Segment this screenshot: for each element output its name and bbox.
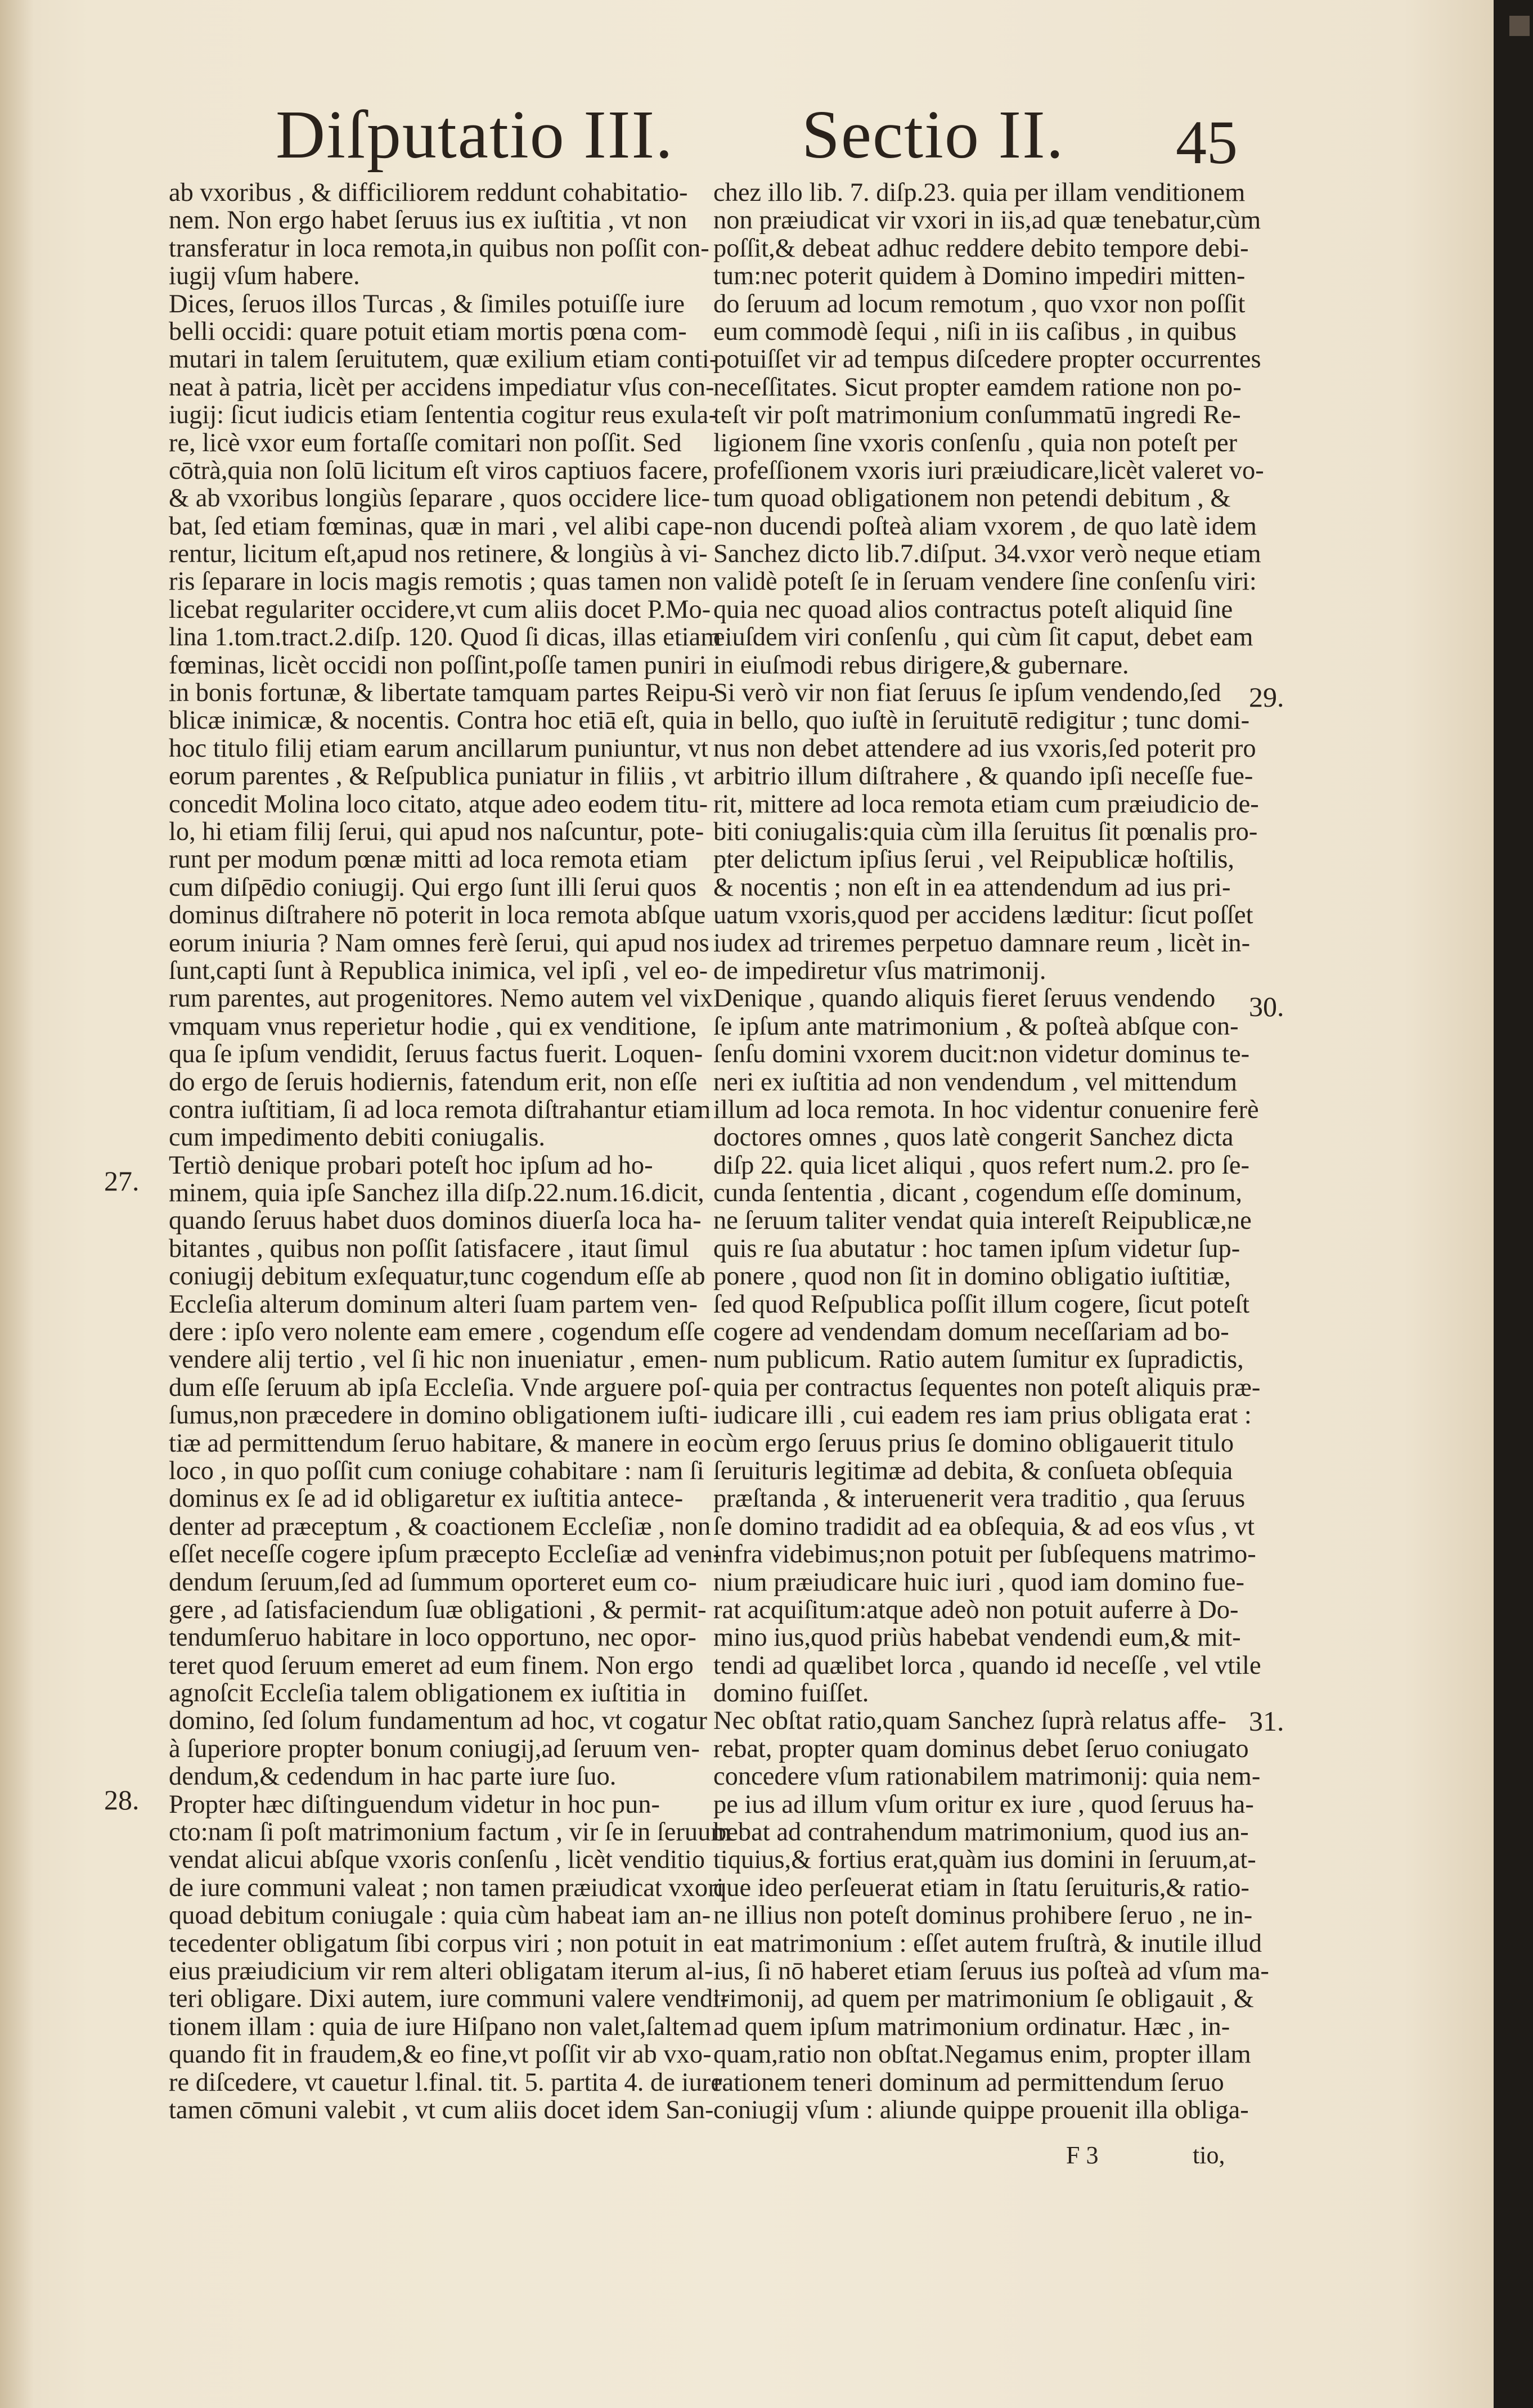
right-column-line: non præiudicat vir vxori in iis,ad quæ tenebatur,cùm bbox=[713, 206, 1261, 235]
left-column-line: cōtrà,quia non ſolū licitum eſt viros captiuos facere, bbox=[169, 456, 709, 485]
left-column-line: lina 1.tom.tract.2.diſp. 120. Quod ſi dicas, illas etiam bbox=[169, 623, 721, 652]
right-column-line: ponere , quod non ſit in domino obligatio iuſtitiæ, bbox=[713, 1262, 1231, 1291]
left-column-line: mutari in talem ſeruitutem, quæ exilium etiam conti- bbox=[169, 345, 718, 374]
right-column-line: infra videbimus;non potuit per ſubſequens matrimo- bbox=[713, 1540, 1256, 1569]
right-column-line: Denique , quando aliquis fieret ſeruus vendendo bbox=[713, 984, 1216, 1013]
right-column-line: doctores omnes , quos latè congerit Sanchez dicta bbox=[713, 1123, 1234, 1152]
right-column-line: Nec obſtat ratio,quam Sanchez ſuprà relatus affe- bbox=[713, 1706, 1226, 1736]
left-column-line: bat, ſed etiam fœminas, quæ in mari , vel alibi cape- bbox=[169, 511, 713, 541]
right-column-line: ne ſeruum taliter vendat quia intereſt Reipublicæ,ne bbox=[713, 1206, 1252, 1236]
left-column-line: rentur, licitum eſt,apud nos retinere, & longiùs à vi- bbox=[169, 540, 708, 569]
header-disputatio: Diſputatio III. bbox=[276, 97, 674, 173]
right-column-line: num publicum. Ratio autem ſumitur ex ſupradictis, bbox=[713, 1345, 1244, 1374]
left-column-line: tamen cōmuni valebit , vt cum aliis docet idem San- bbox=[169, 2095, 714, 2124]
right-column-line: profeſſionem vxoris iuri præiudicare,licèt valeret vo- bbox=[713, 456, 1264, 485]
left-column-line: dere : ipſo vero nolente eam emere , cogendum eſſe bbox=[169, 1318, 705, 1347]
left-column-line: quoad debitum coniugale : quia cùm habeat iam an- bbox=[169, 1901, 711, 1930]
left-column-line: bitantes , quibus non poſſit ſatisfacere , itaut ſimul bbox=[169, 1234, 689, 1263]
right-column-line: neri ex iuſtitia ad non vendendum , vel mittendum bbox=[713, 1067, 1238, 1097]
right-column-line: ſenſu domini vxorem ducit:non videtur dominus te- bbox=[713, 1040, 1250, 1069]
left-column-line: runt per modum pœnæ mitti ad loca remota etiam bbox=[169, 845, 688, 874]
right-column-line: tum quoad obligationem non petendi debitum , & bbox=[713, 484, 1231, 513]
left-column-line: coniugij debitum exſequatur,tunc cogendum eſſe ab bbox=[169, 1262, 705, 1291]
left-column-line: re diſcedere, vt cauetur l.final. tit. 5. partita 4. de iure bbox=[169, 2068, 722, 2097]
right-column-line: quia nec quoad alios contractus poteſt aliquid ſine bbox=[713, 595, 1233, 624]
left-column-line: tendumſeruo habitare in loco opportuno, nec opor- bbox=[169, 1623, 696, 1652]
margin-number-28: 28. bbox=[104, 1784, 140, 1816]
right-column-line: ſe ipſum ante matrimonium , & poſteà abſque con- bbox=[713, 1012, 1239, 1041]
right-column-line: in eiuſmodi rebus dirigere,& gubernare. bbox=[713, 650, 1129, 680]
left-column-line: à ſuperiore propter bonum coniugij,ad ſeruum ven- bbox=[169, 1734, 700, 1763]
right-column-line: ligionem ſine vxoris conſenſu , quia non poteſt per bbox=[713, 428, 1238, 457]
left-column-line: ab vxoribus , & difficiliorem reddunt cohabitatio- bbox=[169, 178, 688, 207]
right-column-line: non ducendi poſteà aliam vxorem , de quo latè idem bbox=[713, 511, 1257, 541]
right-column-line: eiuſdem viri conſenſu , qui cùm ſit caput, debet eam bbox=[713, 623, 1253, 652]
scan-corner-tab bbox=[1509, 16, 1530, 36]
left-column-line: tecedenter obligatum ſibi corpus viri ; non potuit in bbox=[169, 1929, 704, 1958]
right-column-line: mino ius,quod priùs habebat vendendi eum,& mit- bbox=[713, 1623, 1241, 1652]
left-column-line: dendum,& cedendum in hac parte iure ſuo. bbox=[169, 1762, 617, 1791]
signature-mark: F 3 bbox=[1066, 2141, 1099, 2169]
left-column-line: Tertiò denique probari poteſt hoc ipſum ad ho- bbox=[169, 1151, 653, 1180]
right-column-line: nium præiudicare huic iuri , quod iam domino fue- bbox=[713, 1567, 1245, 1597]
right-column-line: quam,ratio non obſtat.Negamus enim, propter illam bbox=[713, 2040, 1251, 2069]
left-column-line: quando ſeruus habet duos dominos diuerſa loca ha- bbox=[169, 1206, 702, 1236]
left-column-line: rum parentes, aut progenitores. Nemo autem vel vix bbox=[169, 984, 713, 1013]
page-number: 45 bbox=[1176, 108, 1238, 177]
left-column-line: quando fit in fraudem,& eo fine,vt poſſit vir ab vxo- bbox=[169, 2040, 712, 2069]
right-column-line: domino fuiſſet. bbox=[713, 1679, 869, 1708]
right-column-line: præſtanda , & interuenerit vera traditio , qua ſeruus bbox=[713, 1484, 1246, 1513]
right-column-line: ſed quod Reſpublica poſſit illum cogere, ſicut poteſt bbox=[713, 1290, 1250, 1319]
right-column-line: tiquius,& fortius erat,quàm ius domini in ſeruum,at- bbox=[713, 1845, 1256, 1875]
right-column-line: diſp 22. quia licet aliqui , quos refert num.2. pro ſe- bbox=[713, 1151, 1250, 1180]
right-column-line: concedere vſum rationabilem matrimonij: quia nem- bbox=[713, 1762, 1261, 1791]
right-column-line: rit, mittere ad loca remota etiam cum præiudicio de- bbox=[713, 789, 1259, 819]
right-column-line: tendi ad quælibet lorca , quando id neceſſe , vel vtile bbox=[713, 1651, 1261, 1680]
right-column-line: que ideo perſeuerat etiam in ſtatu ſeruituris,& ratio- bbox=[713, 1873, 1249, 1902]
right-column-line: uatum vxoris,quod per accidens læditur: ſicut poſſet bbox=[713, 901, 1253, 930]
right-column-line: rationem teneri dominum ad permittendum ſeruo bbox=[713, 2068, 1224, 2097]
left-column-line: cum diſpēdio coniugij. Qui ergo ſunt illi ſerui quos bbox=[169, 873, 697, 902]
right-column-line: potuiſſet vir ad tempus diſcedere propter occurrentes bbox=[713, 345, 1261, 374]
left-column-line: blicæ inimicæ, & nocentis. Contra hoc etiā eſt, quia bbox=[169, 706, 707, 735]
left-column-line: belli occidi: quare potuit etiam mortis pœna com- bbox=[169, 317, 687, 346]
left-column-line: iugij: ſicut iudicis etiam ſententia cogitur reus exula- bbox=[169, 401, 717, 430]
left-column-line: concedit Molina loco citato, atque adeo eodem titu- bbox=[169, 789, 708, 819]
catchword: tio, bbox=[1193, 2141, 1225, 2169]
left-column-line: gere , ad ſatisfaciendum ſuæ obligationi , & permit- bbox=[169, 1595, 707, 1624]
right-column-line: in bello, quo iuſtè in ſeruitutē redigitur ; tunc domi- bbox=[713, 706, 1250, 735]
left-column-line: ſumus,non præcedere in domino obligationem iuſti- bbox=[169, 1401, 708, 1430]
right-column-line: ne illius non poteſt dominus prohibere ſeruo , ne in- bbox=[713, 1901, 1253, 1930]
right-column-line: Sanchez dicto lib.7.diſput. 34.vxor verò neque etiam bbox=[713, 540, 1261, 569]
left-column-line: transferatur in loca remota,in quibus non poſſit con- bbox=[169, 233, 709, 263]
right-column-line: chez illo lib. 7. diſp.23. quia per illam venditionem bbox=[713, 178, 1246, 207]
left-column-line: eorum iniuria ? Nam omnes ferè ſerui, qui apud nos bbox=[169, 928, 709, 958]
left-column-line: qua ſe ipſum vendidit, ſeruus factus fuerit. Loquen- bbox=[169, 1040, 703, 1069]
right-column-line: illum ad loca remota. In hoc videntur conuenire ferè bbox=[713, 1095, 1259, 1124]
right-column-line: coniugij vſum : aliunde quippe prouenit illa obliga- bbox=[713, 2095, 1249, 2124]
left-column-line: teret quod ſeruum emeret ad eum finem. Non ergo bbox=[169, 1651, 694, 1680]
left-column-line: minem, quia ipſe Sanchez illa diſp.22.num.16.dicit, bbox=[169, 1179, 704, 1208]
right-column-line: cogere ad vendendam domum neceſſariam ad bo- bbox=[713, 1318, 1229, 1347]
right-column-line: ius, ſi nō haberet etiam ſeruus ius poſteà ad vſum ma- bbox=[713, 1957, 1269, 1985]
right-column-line: do ſeruum ad locum remotum , quo vxor non poſſit bbox=[713, 289, 1246, 318]
right-column-line: & nocentis ; non eſt in ea attendendum ad ius pri- bbox=[713, 873, 1231, 902]
left-text-column bbox=[169, 178, 731, 2124]
left-column-line: dominus diſtrahere nō poterit in loca remota abſque bbox=[169, 901, 706, 930]
right-column-line: cunda ſententia , dicant , cogendum eſſe dominum, bbox=[713, 1179, 1243, 1208]
right-column-line: nus non debet attendere ad ius vxoris,ſed poterit pro bbox=[713, 734, 1256, 763]
right-column-line: neceſſitates. Sicut propter eamdem ratione non po- bbox=[713, 372, 1242, 402]
right-column-line: iudicare illi , cui eadem res iam prius obligata erat : bbox=[713, 1401, 1252, 1430]
left-column-line: domino, ſed ſolum fundamentum ad hoc, vt cogatur bbox=[169, 1706, 707, 1736]
left-column-line: ris ſeparare in locis magis remotis ; quas tamen non bbox=[169, 567, 707, 596]
left-column-line: iugij vſum habere. bbox=[169, 262, 360, 291]
right-column-line: quis re ſua abutatur : hoc tamen ipſum videtur ſup- bbox=[713, 1234, 1240, 1263]
scan-edge bbox=[1494, 0, 1533, 2408]
right-column-line: pe ius ad illum vſum oritur ex iure , quod ſeruus ha- bbox=[713, 1790, 1254, 1819]
header-sectio: Sectio II. bbox=[802, 97, 1065, 173]
margin-number-27: 27. bbox=[104, 1165, 140, 1197]
left-column-line: loco , in quo poſſit cum coniuge cohabitare : nam ſi bbox=[169, 1456, 704, 1485]
page-gutter-shadow bbox=[0, 0, 34, 2408]
right-column-line: pter delictum ipſius ſerui , vel Reipublicæ hoſtilis, bbox=[713, 845, 1235, 874]
left-column-line: vendat alicui abſque vxoris conſenſu , licèt venditio bbox=[169, 1845, 705, 1875]
left-column-line: licebat regulariter occidere,vt cum aliis docet P.Mo- bbox=[169, 595, 711, 624]
left-column-line: teri obligare. Dixi autem, iure communi valere vendi- bbox=[169, 1984, 729, 2014]
left-column-line: Propter hæc diſtinguendum videtur in hoc pun- bbox=[169, 1790, 660, 1819]
left-column-line: & ab vxoribus longiùs ſeparare , quos occidere lice- bbox=[169, 484, 710, 513]
margin-number-29: 29. bbox=[1249, 681, 1284, 713]
left-column-line: dominus ex ſe ad id obligaretur ex iuſtitia antece- bbox=[169, 1484, 684, 1513]
right-column-line: de impediretur vſus matrimonij. bbox=[713, 956, 1046, 985]
margin-number-30: 30. bbox=[1249, 991, 1284, 1022]
right-column-line: teſt vir poſt matrimonium conſummatū ingredi Re- bbox=[713, 401, 1241, 430]
right-column-line: eat matrimonium : eſſet autem fruſtrà, & inutile illud bbox=[713, 1929, 1262, 1958]
right-column-line: quia per contractus ſequentes non poteſt aliquis præ- bbox=[713, 1373, 1261, 1402]
left-column-line: in bonis fortunæ, & libertate tamquam partes Reipu- bbox=[169, 679, 717, 708]
right-column-line: Si verò vir non fiat ſeruus ſe ipſum vendendo,ſed bbox=[713, 679, 1221, 708]
running-header bbox=[0, 84, 1494, 180]
right-column-line: ad quem ipſum matrimonium ordinatur. Hæc , in- bbox=[713, 2012, 1230, 2041]
right-column-line: rat acquiſitum:atque adeò non potuit auferre à Do- bbox=[713, 1595, 1239, 1624]
left-column-line: tiæ ad permittendum ſeruo habitare, & manere in eo bbox=[169, 1428, 712, 1458]
left-column-line: nem. Non ergo habet ſeruus ius ex iuſtitia , vt non bbox=[169, 206, 687, 235]
left-column-line: vendere alij tertio , vel ſi hic non inueniatur , emen- bbox=[169, 1345, 708, 1374]
left-column-line: neat à patria, licèt per accidens impediatur vſus con- bbox=[169, 372, 714, 402]
left-column-line: hoc titulo filij etiam earum ancillarum puniuntur, vt bbox=[169, 734, 708, 763]
right-column-line: tum:nec poterit quidem à Domino impediri mitten- bbox=[713, 262, 1246, 291]
left-column-line: cum impedimento debiti coniugalis. bbox=[169, 1123, 545, 1152]
right-column-line: rebat, propter quam dominus debet ſeruo coniugato bbox=[713, 1734, 1249, 1763]
left-column-line: vmquam vnus reperietur hodie , qui ex venditione, bbox=[169, 1012, 697, 1041]
right-column-line: ſe domino tradidit ad ea obſequia, & ad eos vſus , vt bbox=[713, 1512, 1255, 1541]
left-column-line: do ergo de ſeruis hodiernis, fatendum erit, non eſſe bbox=[169, 1067, 698, 1097]
left-column-line: tionem illam : quia de iure Hiſpano non valet,ſaltem bbox=[169, 2012, 712, 2041]
left-column-line: fœminas, licèt occidi non poſſint,poſſe tamen puniri bbox=[169, 650, 707, 680]
left-column-line: re, licè vxor eum fortaſſe comitari non poſſit. Sed bbox=[169, 428, 682, 457]
right-column-line: eum commodè ſequi , niſi in iis caſibus , in quibus bbox=[713, 317, 1237, 346]
right-column-line: cùm ergo ſeruus prius ſe domino obligauerit titulo bbox=[713, 1428, 1234, 1458]
left-column-line: ſunt,capti ſunt à Republica inimica, vel ipſi , vel eo- bbox=[169, 956, 708, 985]
right-column-line: trimonij, ad quem per matrimonium ſe obligauit , & bbox=[713, 1984, 1254, 2014]
right-column-line: ſeruituris legitimæ ad debita, & conſueta obſequia bbox=[713, 1456, 1233, 1485]
right-column-line: poſſit,& debeat adhuc reddere debito tempore debi- bbox=[713, 233, 1249, 263]
right-column-line: iudex ad triremes perpetuo damnare reum , licèt in- bbox=[713, 928, 1251, 958]
margin-number-31: 31. bbox=[1249, 1705, 1284, 1737]
left-column-line: dendum ſeruum,ſed ad ſummum oporteret eum co- bbox=[169, 1567, 697, 1597]
left-column-line: eorum parentes , & Reſpublica puniatur in filiis , vt bbox=[169, 762, 704, 791]
left-column-line: Eccleſia alterum dominum alteri ſuam partem ven- bbox=[169, 1290, 698, 1319]
right-column-line: bebat ad contrahendum matrimonium, quod ius an- bbox=[713, 1818, 1249, 1847]
left-column-line: Dices, ſeruos illos Turcas , & ſimiles potuiſſe iure bbox=[169, 289, 685, 318]
left-column-line: de iure communi valeat ; non tamen præiudicat vxori bbox=[169, 1873, 724, 1902]
right-column-line: biti coniugalis:quia cùm illa ſeruitus ſit pœnalis pro- bbox=[713, 817, 1258, 846]
left-column-line: agnoſcit Eccleſia talem obligationem ex iuſtitia in bbox=[169, 1679, 686, 1708]
left-column-line: cto:nam ſi poſt matrimonium factum , vir ſe in ſeruum bbox=[169, 1818, 731, 1847]
left-column-line: denter ad præceptum , & coactionem Eccleſiæ , non bbox=[169, 1512, 711, 1541]
left-column-line: contra iuſtitiam, ſi ad loca remota diſtrahantur etiam bbox=[169, 1095, 711, 1124]
left-column-line: eſſet neceſſe cogere ipſum præcepto Eccleſiæ ad ven- bbox=[169, 1540, 722, 1569]
left-column-line: lo, hi etiam filij ſerui, qui apud nos naſcuntur, pote- bbox=[169, 817, 704, 846]
left-column-line: eius præiudicium vir rem alteri obligatam iterum al- bbox=[169, 1957, 713, 1985]
right-column-line: arbitrio illum diſtrahere , & quando ipſi neceſſe fue- bbox=[713, 762, 1253, 791]
left-column-line: dum eſſe ſeruum ab ipſa Eccleſia. Vnde arguere poſ- bbox=[169, 1373, 711, 1402]
right-column-line: validè poteſt ſe in ſeruam vendere ſine conſenſu viri: bbox=[713, 567, 1257, 596]
